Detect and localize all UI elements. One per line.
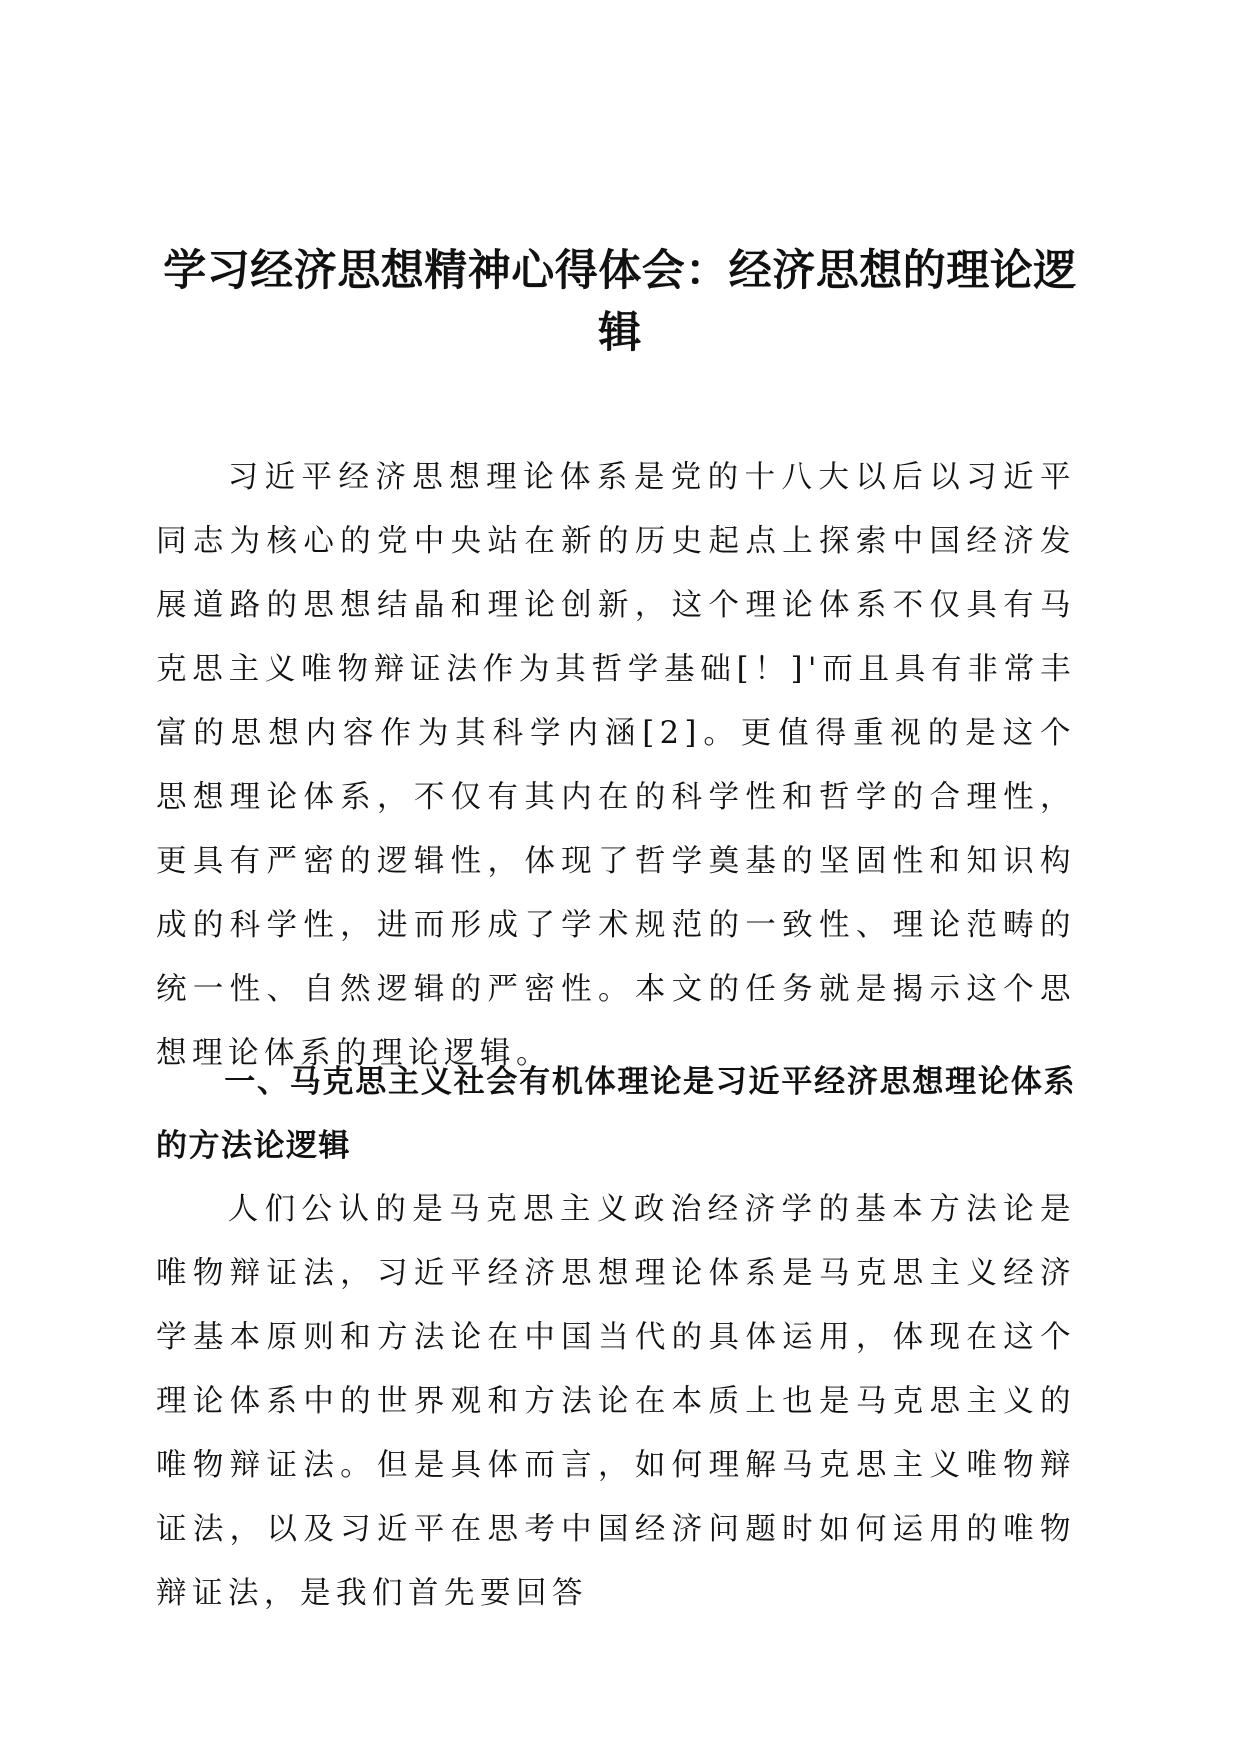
paragraph-intro: 习近平经济思想理论体系是党的十八大以后以习近平同志为核心的党中央站在新的历史起点上探索中国经济发展道路的思想结晶和理论创新，这个理论体系不仅具有马克思主义唯物辩证法作为其哲学基础[！]'而且具有非常丰富的思想内容作为其科学内涵[2]。更值得重视的是这个思想理论体系，不仅有其内在的科学性和哲学的合理性，更具有严密的逻辑性，体现了哲学奠基的坚固性和知识构成的科学性，进而形成了学术规范的一致性、理论范畴的统一性、自然逻辑的严密性。本文的任务就是揭示这个思想理论体系的理论逻辑。 xyxy=(156,460,1076,1071)
document-title: 学习经济思想精神心得体会：经济思想的理论逻辑 xyxy=(163,246,1077,358)
paragraph-section-body: 人们公认的是马克思主义政治经济学的基本方法论是唯物辩证法，习近平经济思想理论体系是马克思主义经济学基本原则和方法论在中国当代的具体运用，体现在这个理论体系中的世界观和方法论在本质上也是马克思主义的唯物辩证法。但是具体而言，如何理解马克思主义唯物辩证法，以及习近平在思考中国经济问题时如何运用的唯物辩证法，是我们首先要回答 xyxy=(156,1192,1076,1611)
section-heading: 一、马克思主义社会有机体理论是习近平经济思想理论体系的方法论逻辑 xyxy=(156,1064,1076,1164)
